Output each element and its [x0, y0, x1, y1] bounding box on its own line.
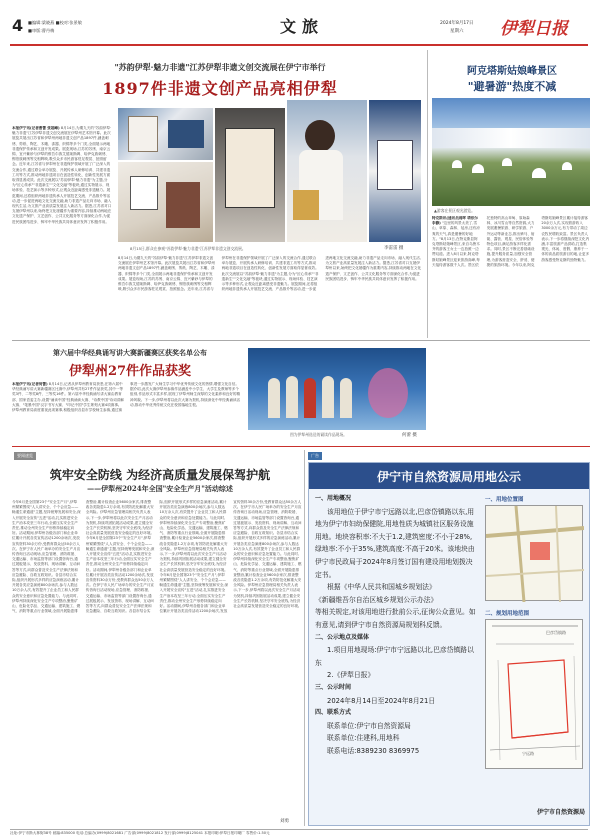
notice-section-2-item-2: 2.《伊犁日报》: [327, 671, 375, 680]
scenic-headline-2: "避暑游"热度不减: [467, 80, 557, 93]
ad-tag: 广告: [308, 452, 322, 460]
notice-contact-unit: 联系单位:伊宁市自然资源局: [327, 721, 411, 730]
contest-body: 本报伊宁讯(记者何蕾) 8月14日,记者从伊犁州教育局获悉,在第六届中华经典诵写讲大赛新疆赛区比赛中,伊犁州共有27件作品获奖,其中一等奖3件、二等奖8件、三等奖16件。第六届中华经典诵写讲大赛由教育部、国家语委主办,设置"诵读中国"经典诵读大赛、"诗教中国"诗词讲解大赛、"笔墨中国"汉字书写大赛、"印记中国"学生篆刻大赛4项赛事。伊犁州教育局高度重视此项赛事,积极组织各县市学校师生参赛,通过赛事进一步激发广大师生学习中华优秀传统文化的热情,增强文化自信。据介绍,此次大赛伊犁州参赛作品涵盖中小学生、大学生及教师等多个组别,作品形式丰富多样,展现了伊犁州师生深厚的文化素养和良好的精神风貌。下一步,伊犁州将以此次大赛为契机,持续深化中华经典诵读活动,推动中华优秀传统文化在校园落地生根。: [12, 382, 241, 413]
news-tag: 要闻速览: [14, 452, 36, 460]
masthead: [10, 14, 588, 46]
scenic-photo-caption: ▲游客在景区观光游览。: [434, 208, 475, 213]
notice-section-4-heading: 四、联系方式: [315, 709, 352, 717]
photo-credit: 李雷雷 摄: [384, 246, 404, 251]
exhibition-photo-4: [369, 100, 421, 242]
safety-body: 今年6月是全国第23个"安全生产月",伊犁州紧紧围绕"人人讲安全、个个会应急——畅通生命通道"主题,坚持统筹发展和安全,深入开展安全宣传"五进"活动,扎实推进安全生产治本攻坚三年行动,全面压实安全生产责任,推动全州安全生产形势持续稳定向好。活动期间,伊犁州各级各部门和企业单位累计开展各类宣传活动1200余场次,发放宣传资料30余万份,受教育群众达50余万人次。在伊宁市人民广场举办的安全生产月宣传咨询日活动现场,应急管理、消防救援、交通运输、市场监管等部门设置咨询台,通过展板展示、发放资料、现场讲解、互动问答等方式,向群众普及安全生产法律法规和应急避险、自救互救知识。各县市结合实际,组织开展形式多样的应急演练活动,累计开展各类应急演练800余场次,参与人数达10万余人次,有效提升了企业员工和人民群众的安全意识和应急处置能力。与此同时,伊犁州持续深化安全生产专项整治,聚焦矿山、危险化学品、交通运输、建筑施工、燃气、消防等重点行业领域,全面开展隐患排查整治,累计检查企业5600余家次,排查整改各类隐患1.2万余项,有效防范化解重大安全风险。伊犁州应急管理局相关负责人表示,下一步,伊犁州将以此次安全生产月活动为契机,持续巩固拓展活动成果,建立健全安全生产长效机制,坚决守牢安全底线,为经济社会高质量发展营造安全稳定的良好环境。 今年6月是全国第23个"安全生产月",伊犁州紧紧围绕"人人讲安全、个个会应急——畅通生命通道"主题,坚持统筹发展和安全,深入开展安全宣传"五进"活动,扎实推进安全生产治本攻坚三年行动,全面压实安全生产责任,推动全州安全生产形势持续稳定向好。活动期间,伊犁州各级各部门和企业单位累计开展各类宣传活动1200余场次,发放宣传资料30余万份,受教育群众达50余万人次。在伊宁市人民广场举办的安全生产月宣传咨询日活动现场,应急管理、消防救援、交通运输、市场监管等部门设置咨询台,通过展板展示、发放资料、现场讲解、互动问答等方式,向群众普及安全生产法律法规和应急避险、自救互救知识。各县市结合实际,组织开展形式多样的应急演练活动,累计开展各类应急演练800余场次,参与人数达10万余人次,有效提升了企业员工和人民群众的安全意识和应急处置能力。与此同时,伊犁州持续深化安全生产专项整治,聚焦矿山、危险化学品、交通运输、建筑施工、燃气、消防等重点行业领域,全面开展隐患排查整治,累计检查企业5600余家次,排查整改各类隐患1.2万余项,有效防范化解重大安全风险。伊犁州应急管理局相关负责人表示,下一步,伊犁州将以此次安全生产月活动为契机,持续巩固拓展活动成果,建立健全安全生产长效机制,坚决守牢安全底线,为经济社会高质量发展营造安全稳定的良好环境。 今年6月是全国第23个"安全生产月",伊犁州紧紧围绕"人人讲安全、个个会应急——畅通生命通道"主题,坚持统筹发展和安全,深入开展安全宣传"五进"活动,扎实推进安全生产治本攻坚三年行动,全面压实安全生产责任,推动全州安全生产形势持续稳定向好。活动期间,伊犁州各级各部门和企业单位累计开展各类宣传活动1200余场次,发放宣传资料30余万份,受教育群众达50余万人次。在伊宁市人民广场举办的安全生产月宣传咨询日活动现场,应急管理、消防救援、交通运输、市场监管等部门设置咨询台,通过展板展示、发放资料、现场讲解、互动问答等方式,向群众普及安全生产法律法规和应急避险、自救互救知识。各县市结合实际,组织开展形式多样的应急演练活动,累计开展各类应急演练800余场次,参与人数达10万余人次,有效提升了企业员工和人民群众的安全意识和应急处置能力。与此同时,伊犁州持续深化安全生产专项整治,聚焦矿山、危险化学品、交通运输、建筑施工、燃气、消防等重点行业领域,全面开展隐患排查整治,累计检查企业5600余家次,排查整改各类隐患1.2万余项,有效防范化解重大安全风险。伊犁州应急管理局相关负责人表示,下一步,伊犁州将以此次安全生产月活动为契机,持续巩固拓展活动成果,建立健全安全生产长效机制,坚决守牢安全底线,为经济社会高质量发展营造安全稳定的良好环境。: [12, 500, 302, 614]
safety-headline: 筑牢安全防线 为经济高质量发展保驾护航: [49, 468, 271, 482]
road-label-ningyuan: 宁远路: [522, 751, 534, 756]
notice-section-3-body: 2024年8月14日至2024年8月21日: [327, 696, 436, 705]
masthead-rule: [10, 44, 588, 46]
scenic-headline-1: 阿克塔斯姑娘峰景区: [467, 66, 557, 77]
notice-title-bar: [309, 463, 589, 489]
notice-contact-phone: 联系电话:8389230 8369975: [327, 746, 420, 755]
planning-map-title: 二、规划用地范围: [485, 611, 530, 617]
notice-panel: [308, 462, 590, 826]
notice-basis-3: 等相关规定,对该用地进行批前公示,征询公众意见。如有意见,请到伊宁市自然资源局规划科反馈。: [315, 608, 476, 629]
exhibition-photo-2: [118, 162, 213, 242]
paper-logo: 伊犁日报: [500, 19, 568, 39]
planning-map: [485, 619, 583, 769]
scenic-body: 特克斯讯(通讯员周晖 塔依尔 李静) "这里的风景太美了,雪山、草原、森林、毡房,还有凉爽的天气,真是避暑的好地方。"8月13日,在特克斯县阿克塔斯姑娘峰景区,来自乌鲁木齐的游客王女士一边拍照一边赞叹道。进入8月以来,阿克塔斯姑娘峰景区迎来旅游高峰,每天接待游客数千人次。景区依托独特的高山草甸、原始森林、冰川雪山等自然资源,大力发展避暑旅游、研学旅游、户外运动等新业态,推出骑马、射箭、露营、观星、民俗体验等特色项目,满足游客多样化需求。同时,景区不断完善基础设施,提升服务质量,加强安全管理,为游客营造安全、舒适、便捷的旅游环境。今年以来,阿克塔斯姑娘峰景区累计接待游客20余万人次,实现旅游收入3000余万元,有力带动了周边农牧民增收致富。景区负责人表示,下一步将继续深挖文化内涵,丰富旅游产品供给,打造集观光、休闲、度假、康养于一体的高品质旅游目的地,让更多游客感受特克斯的独特魅力。: [432, 216, 590, 267]
notice-contact-dept: 联系单位:住建科,用地科: [327, 734, 400, 743]
notice-basis-2: 《新疆维吾尔自治区城乡规划公示办法》: [315, 595, 438, 604]
contest-photo-credit: 何蕾 摄: [402, 433, 417, 438]
exhibition-photo-3: [215, 108, 285, 242]
location-map: [485, 505, 583, 601]
article-kicker: "苏韵伊犁·魅力非遗"江苏伊犁非遗文创交流展在伊宁市举行: [114, 62, 326, 72]
safety-subheadline: ——伊犁州2024年全国"安全生产月"活动综述: [87, 484, 233, 493]
planning-map-drawing: [486, 620, 584, 770]
road-label-bayandai: 巴彦岱镇路: [546, 630, 566, 635]
column-divider: [427, 50, 428, 338]
location-map-drawing: [486, 506, 584, 602]
contest-headline-2: 伊犁州27件作品获奖: [68, 364, 192, 379]
article-continued: 8月14日,为期九天的"苏韵伊犁·魅力非遗"江苏伊犁非遗文创交流展在伊犁州艺术馆开幕。此次展览共展出江苏省和伊犁州两地非遗文创产品1897件,涵盖刺绣、剪纸、陶艺、木雕、漆器、织锦等多个门类,全面展示两地非遗保护传承和文创开发成果。展览现场,江苏的苏绣、南京云锦、宜兴紫砂与伊犁的维吾尔族艾德莱斯绸、哈萨克族刺绣、锡伯族刺绣等交相辉映,吸引众多市民游客驻足观赏、拍照留念。近年来,江苏省与伊犁州在非遗保护领域开展了广泛深入的交流合作,通过联合举办展览、开展传承人研修培训、共建非遗工坊等方式,推动两地非遗项目在创造性转化、创新性发展方面取得显著成效。此次交流展以"苏韵伊犁·魅力非遗"为主题,分为"匠心传承""非遗新生""文化交融"等板块,通过实物展示、现场体验、技艺演示等多种形式,让观众近距离感受非遗魅力。展览期间,还将组织两地非遗传承人开展技艺交流、产品推介等活动,进一步促进两地文化交流交融,助力非遗产品走向市场、融入现代生活,为文旅产业高质量发展注入新活力。据悉,江苏省对口支援伊犁州以来,始终把文化援疆作为重要内容,持续推动两地在文化遗产保护、文艺创作、公共文化服务等方面深化合作,为促进民族团结进步、铸牢中华民族共同体意识发挥了积极作用。: [118, 256, 422, 292]
contest-headline-1: 第六届中华经典诵写讲大赛新疆赛区获奖名单公布: [53, 348, 207, 357]
issue-date: 2024年8月17日: [440, 21, 474, 26]
section-rule: [12, 340, 590, 341]
editor-line-2: ■审版:曹丹梅: [28, 28, 55, 33]
contest-photo-caption: 图为伊犁州选送的诵读作品现场。: [290, 432, 347, 437]
editor-line-1: ■编辑:梁晓燕 ■校对:张景敏: [28, 20, 82, 25]
safety-byline: 刘勇: [280, 819, 289, 824]
notice-section-1-body: 该用地位于伊宁市宁远路以北,巴彦岱镇路以东,用地为伊宁市妇幼保健院,用地性质为城镇社区服务设施用地。地块容积率:不大于1.2,建筑密度:不小于28%,绿地率:不小于35%,建筑高度:不高于20米。该地块由伊宁市民政局于2024年8月签订国有建设用地划拨决定书。: [315, 507, 475, 579]
visitors-photo: [287, 100, 367, 242]
section-title: 文旅: [280, 17, 325, 36]
notice-signature: 伊宁市自然资源局: [536, 809, 585, 816]
issue-weekday: 星期六: [450, 29, 464, 34]
article-body: [12, 126, 112, 294]
notice-title: 伊宁市自然资源局用地公示: [376, 470, 521, 484]
notice-section-2-heading: 二、公示地点及媒体: [315, 633, 370, 641]
lower-section-rule: [12, 446, 590, 447]
article-byline: 本报伊宁讯(记者曹蕾 张超峰): [12, 126, 60, 130]
page-number: 4: [12, 16, 24, 35]
article-headline: 1897件非遗文创产品亮相伊犁: [102, 79, 338, 98]
notice-section-3-heading: 三、公示时间: [315, 683, 352, 691]
contest-stage-photo: [248, 348, 426, 430]
photo-caption: 8月15日,群众在参观"苏韵伊犁·魅力非遗"江苏伊犁非遗文创交流展。: [130, 246, 246, 251]
footer-rule: [10, 829, 588, 830]
scenic-photo: [432, 98, 590, 206]
exhibition-photo-1: [118, 108, 213, 160]
notice-section-2-item-1: 1.项目用地现场:伊宁市宁远路以北,巴彦岱镇路以东: [315, 646, 474, 667]
notice-section-1-heading: 一、用地概况: [315, 495, 352, 502]
location-map-title: 一、用地位置图: [485, 497, 524, 503]
notice-text-column: [315, 493, 477, 757]
article-text: 8月14日,为期九天的"苏韵伊犁·魅力非遗"江苏伊犁非遗文创交流展在伊犁州艺术馆开幕。此次展览共展出江苏省和伊犁州两地非遗文创产品1897件,涵盖刺绣、剪纸、陶艺、木雕、漆器、织锦等多个门类,全面展示两地非遗保护传承和文创开发成果。展览现场,江苏的苏绣、南京云锦、宜兴紫砂与伊犁的维吾尔族艾德莱斯绸、哈萨克族刺绣、锡伯族刺绣等交相辉映,吸引众多市民游客驻足观赏、拍照留念。近年来,江苏省与伊犁州在非遗保护领域开展了广泛深入的交流合作,通过联合举办展览、开展传承人研修培训、共建非遗工坊等方式,推动两地非遗项目在创造性转化、创新性发展方面取得显著成效。此次交流展以"苏韵伊犁·魅力非遗"为主题,分为"匠心传承""非遗新生""文化交融"等板块,通过实物展示、现场体验、技艺演示等多种形式,让观众近距离感受非遗魅力。展览期间,还将组织两地非遗传承人开展技艺交流、产品推介等活动,进一步促进两地文化交流交融,助力非遗产品走向市场、融入现代生活,为文旅产业高质量发展注入新活力。据悉,江苏省对口支援伊犁州以来,始终把文化援疆作为重要内容,持续推动两地在文化遗产保护、文艺创作、公共文化服务等方面深化合作,为促进民族团结进步、铸牢中华民族共同体意识发挥了积极作用。: [12, 126, 112, 224]
notice-basis: 根据《中华人民共和国城乡规划法》: [327, 583, 436, 592]
notice-divider: [304, 450, 305, 826]
footer-text: 社址:伊宁市斯大林街38号 邮编:835000 电话:总编办(0999)8021681 广告部(0999)8021812 发行部(0999)8125041 本报印刷:伊犁日报印刷厂 零售价:1.50元: [10, 831, 270, 835]
